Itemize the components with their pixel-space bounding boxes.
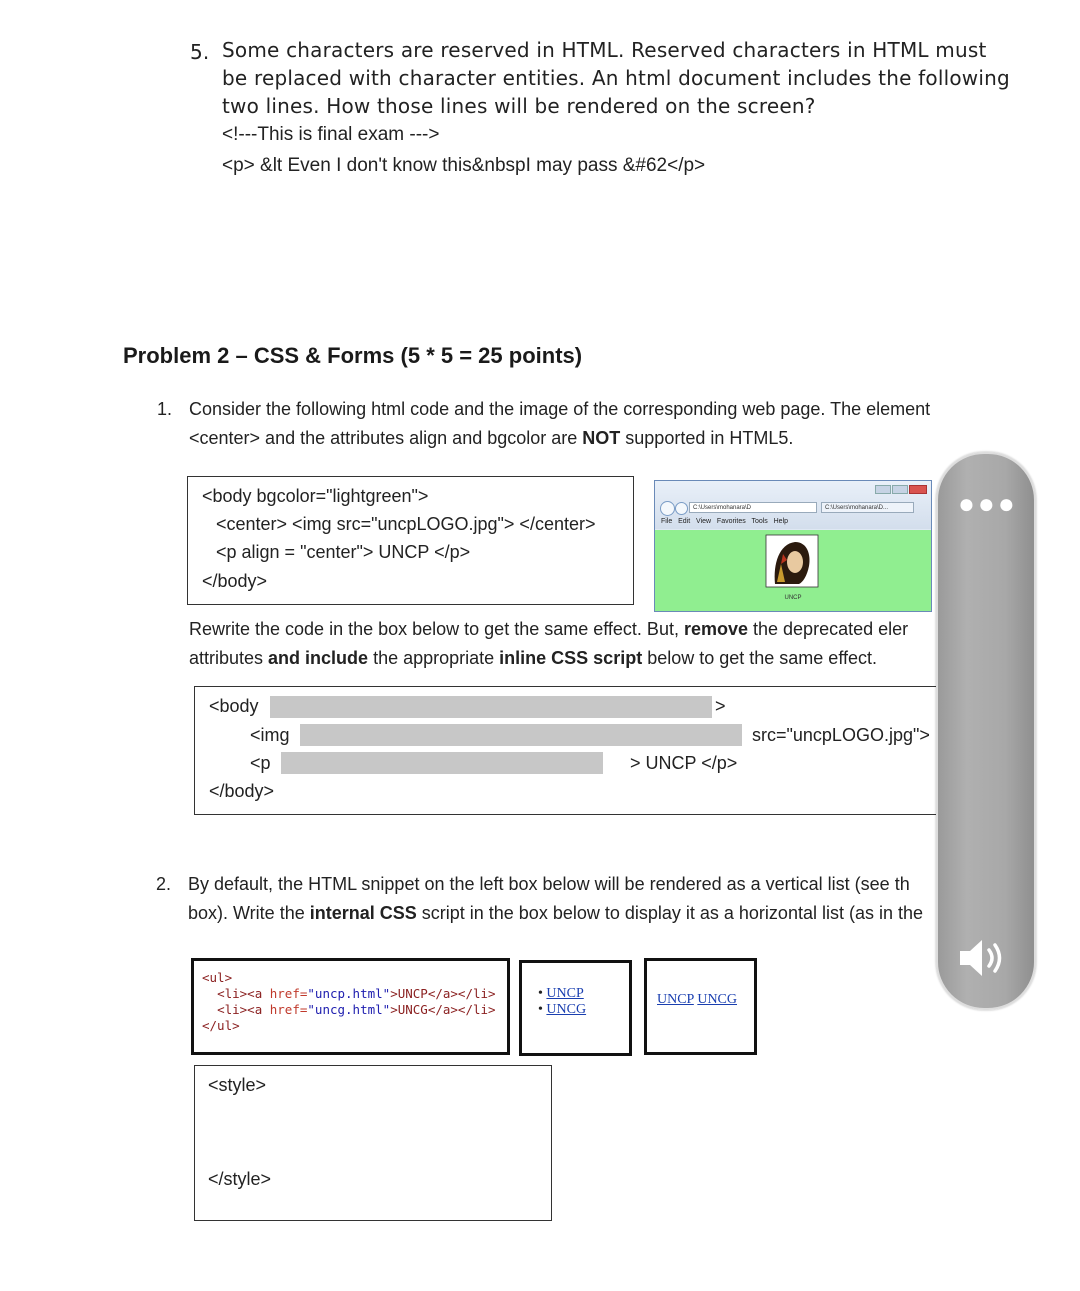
vertical-list [538, 986, 586, 1018]
link-uncp[interactable]: UNCP [546, 986, 584, 1001]
answer-body-open: <body [209, 696, 259, 716]
address-bar: C:\Users\mohanara\D [689, 502, 817, 513]
browser-page [655, 530, 931, 611]
answer-img-open: <img [250, 725, 290, 745]
back-icon [660, 501, 675, 516]
q5-code-line-2: <p> &lt Even I don't know this&nbspI may pass &#62</p> [222, 155, 706, 176]
q1-code-box [187, 476, 634, 605]
rewrite-text [189, 615, 936, 673]
menu-favorites: Favorites [716, 518, 746, 525]
browser-menu [661, 518, 788, 525]
snippet-code: <ul> <li><a href="uncp.html">UNCP</a></li> <li><a href="uncg.html">UNCG</a></li> </ul> [202, 970, 496, 1033]
style-answer-box[interactable] [194, 1065, 552, 1221]
q2-number: 2. [156, 874, 172, 894]
q1-text [189, 395, 989, 453]
browser-tab: C:\Users\mohanara\D... [821, 502, 914, 513]
answer-box [194, 686, 938, 815]
q1-number: 1. [157, 399, 173, 419]
code-line: </body> [202, 571, 268, 591]
html-snippet-box [191, 958, 510, 1055]
link-uncg[interactable]: UNCG [697, 992, 737, 1007]
code-line: <p align = "center"> UNCP </p> [216, 542, 471, 562]
close-icon [909, 485, 927, 494]
minimize-icon [875, 485, 891, 494]
style-open: <style> [208, 1075, 267, 1095]
code-line: <body bgcolor="lightgreen"> [202, 486, 429, 506]
q5-text [222, 36, 1022, 120]
speaker-icon[interactable] [958, 936, 1010, 980]
answer-blank-p[interactable] [281, 752, 603, 774]
uncp-logo-image [765, 534, 819, 588]
menu-help: Help [773, 518, 789, 525]
forward-icon [675, 502, 688, 515]
q5-code-line-1: <!---This is final exam ---> [222, 124, 440, 145]
rewrite-line-2: attributes and include the appropriate inline CSS script below to get the same effect. [189, 648, 878, 668]
q2-line-2: box). Write the internal CSS script in the box below to display it as a horizontal list (as in the [188, 903, 923, 923]
list-item: • UNCG [538, 1002, 587, 1017]
browser-screenshot [654, 480, 932, 612]
q5-line: be replaced with character entities. An html document includes the following [222, 66, 1010, 90]
menu-view: View [696, 518, 712, 525]
link-uncp[interactable]: UNCP [657, 992, 694, 1007]
problem-2-heading: Problem 2 – CSS & Forms (5 * 5 = 25 points) [123, 343, 583, 368]
floating-control-bar[interactable] [936, 452, 1036, 1010]
more-options-icon[interactable]: ●●● [958, 488, 1018, 519]
menu-edit: Edit [678, 518, 691, 525]
answer-img-src: src="uncpLOGO.jpg"> [752, 725, 930, 745]
horizontal-list-box [644, 958, 757, 1055]
q5-line: two lines. How those lines will be rendered on the screen? [222, 94, 816, 118]
maximize-icon [892, 485, 908, 494]
answer-p-open: <p [250, 753, 271, 773]
menu-tools: Tools [751, 518, 768, 525]
q2-text [188, 870, 936, 928]
answer-blank-img[interactable] [300, 724, 742, 746]
code-line: <center> <img src="uncpLOGO.jpg"> </center> [216, 514, 596, 534]
list-item: • UNCP [538, 986, 584, 1001]
horizontal-list [657, 992, 737, 1008]
link-uncg[interactable]: UNCG [546, 1002, 587, 1017]
rewrite-line-1: Rewrite the code in the box below to get the same effect. But, remove the deprecated eler [189, 619, 909, 639]
q5-line: Some characters are reserved in HTML. Reserved characters in HTML must [222, 38, 987, 62]
q2-line-1: By default, the HTML snippet on the left box below will be rendered as a vertical list (see th [188, 874, 910, 894]
menu-file: File [661, 518, 673, 525]
answer-p-rest: > UNCP </p> [630, 753, 738, 773]
q5-number: 5. [190, 40, 210, 64]
q1-line-2: <center> and the attributes align and bgcolor are NOT supported in HTML5. [189, 428, 794, 448]
answer-blank-body[interactable] [270, 696, 712, 718]
answer-body-end: </body> [209, 781, 275, 801]
q1-line-1: Consider the following html code and the image of the corresponding web page. The element [189, 399, 931, 419]
style-close: </style> [208, 1169, 272, 1189]
browser-caption: UNCP [784, 595, 802, 601]
window-controls [875, 485, 927, 495]
answer-body-bracket: > [715, 696, 726, 716]
vertical-list-box [519, 960, 632, 1056]
